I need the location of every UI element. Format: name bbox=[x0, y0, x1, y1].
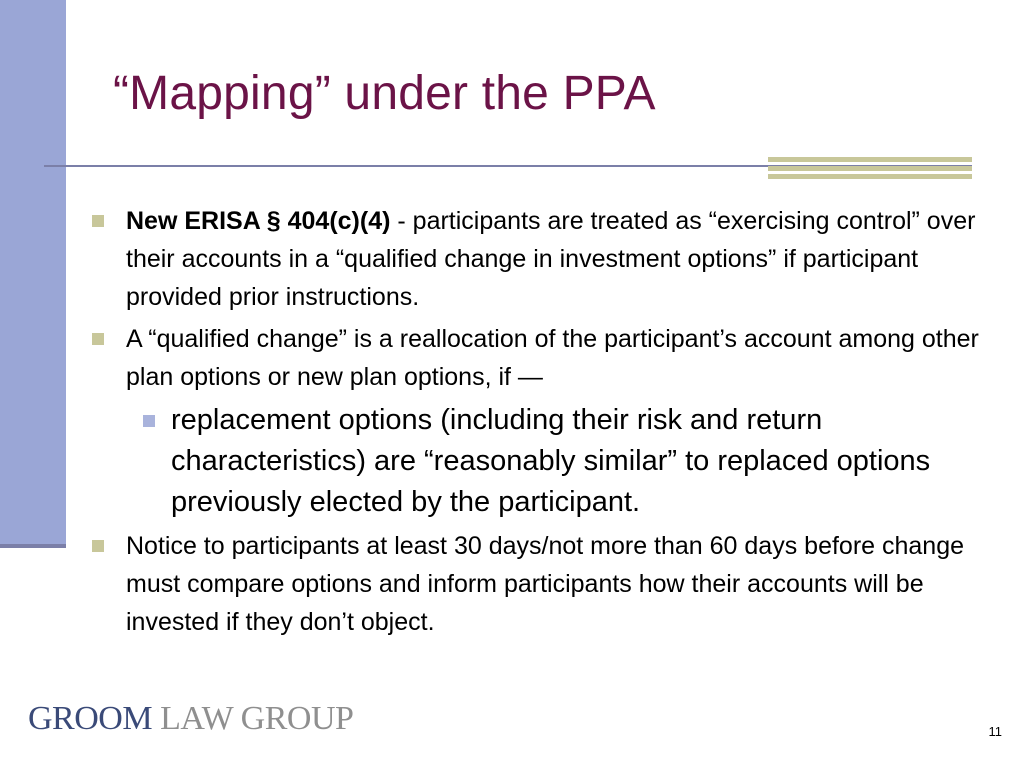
sub-bullet-item bbox=[90, 400, 1000, 523]
bullet-item bbox=[90, 527, 1000, 641]
left-side-bar bbox=[0, 0, 66, 544]
bullet-bold-lead: New ERISA § 404(c)(4) bbox=[126, 207, 391, 235]
sub-bullet-text: replacement options (including their risk and return characteristics) are “reasonably similar” to replaced options previously elected by the participant. bbox=[171, 404, 931, 518]
bullet-rest: - participants are treated as “exercising control” over their accounts in a “qualified change in investment options” if participant provided prior instructions. bbox=[126, 207, 976, 311]
accent-stripes bbox=[768, 157, 972, 179]
accent-stripe bbox=[768, 166, 972, 171]
firm-logo bbox=[28, 700, 353, 738]
square-sub-bullet-icon bbox=[143, 415, 155, 427]
left-side-bar-edge bbox=[0, 544, 66, 548]
logo-law-group: LAW GROUP bbox=[160, 700, 354, 737]
square-bullet-icon bbox=[92, 540, 104, 552]
logo-groom: GROOM bbox=[28, 700, 153, 737]
slide-title: “Mapping” under the PPA bbox=[113, 67, 656, 120]
square-bullet-icon bbox=[92, 333, 104, 345]
page-number: 11 bbox=[988, 724, 1002, 739]
bullet-text bbox=[126, 202, 986, 316]
slide-body bbox=[90, 202, 1000, 645]
accent-stripe bbox=[768, 157, 972, 162]
bullet-item bbox=[90, 320, 1000, 396]
bullet-text: Notice to participants at least 30 days/not more than 60 days before change must compare options and inform participants how their accounts will be invested if they don’t object. bbox=[126, 532, 965, 636]
bullet-item bbox=[90, 202, 1000, 316]
bullet-text: A “qualified change” is a reallocation of the participant’s account among other plan options or new plan options, if — bbox=[126, 325, 979, 391]
accent-stripe bbox=[768, 174, 972, 179]
square-bullet-icon bbox=[92, 215, 104, 227]
